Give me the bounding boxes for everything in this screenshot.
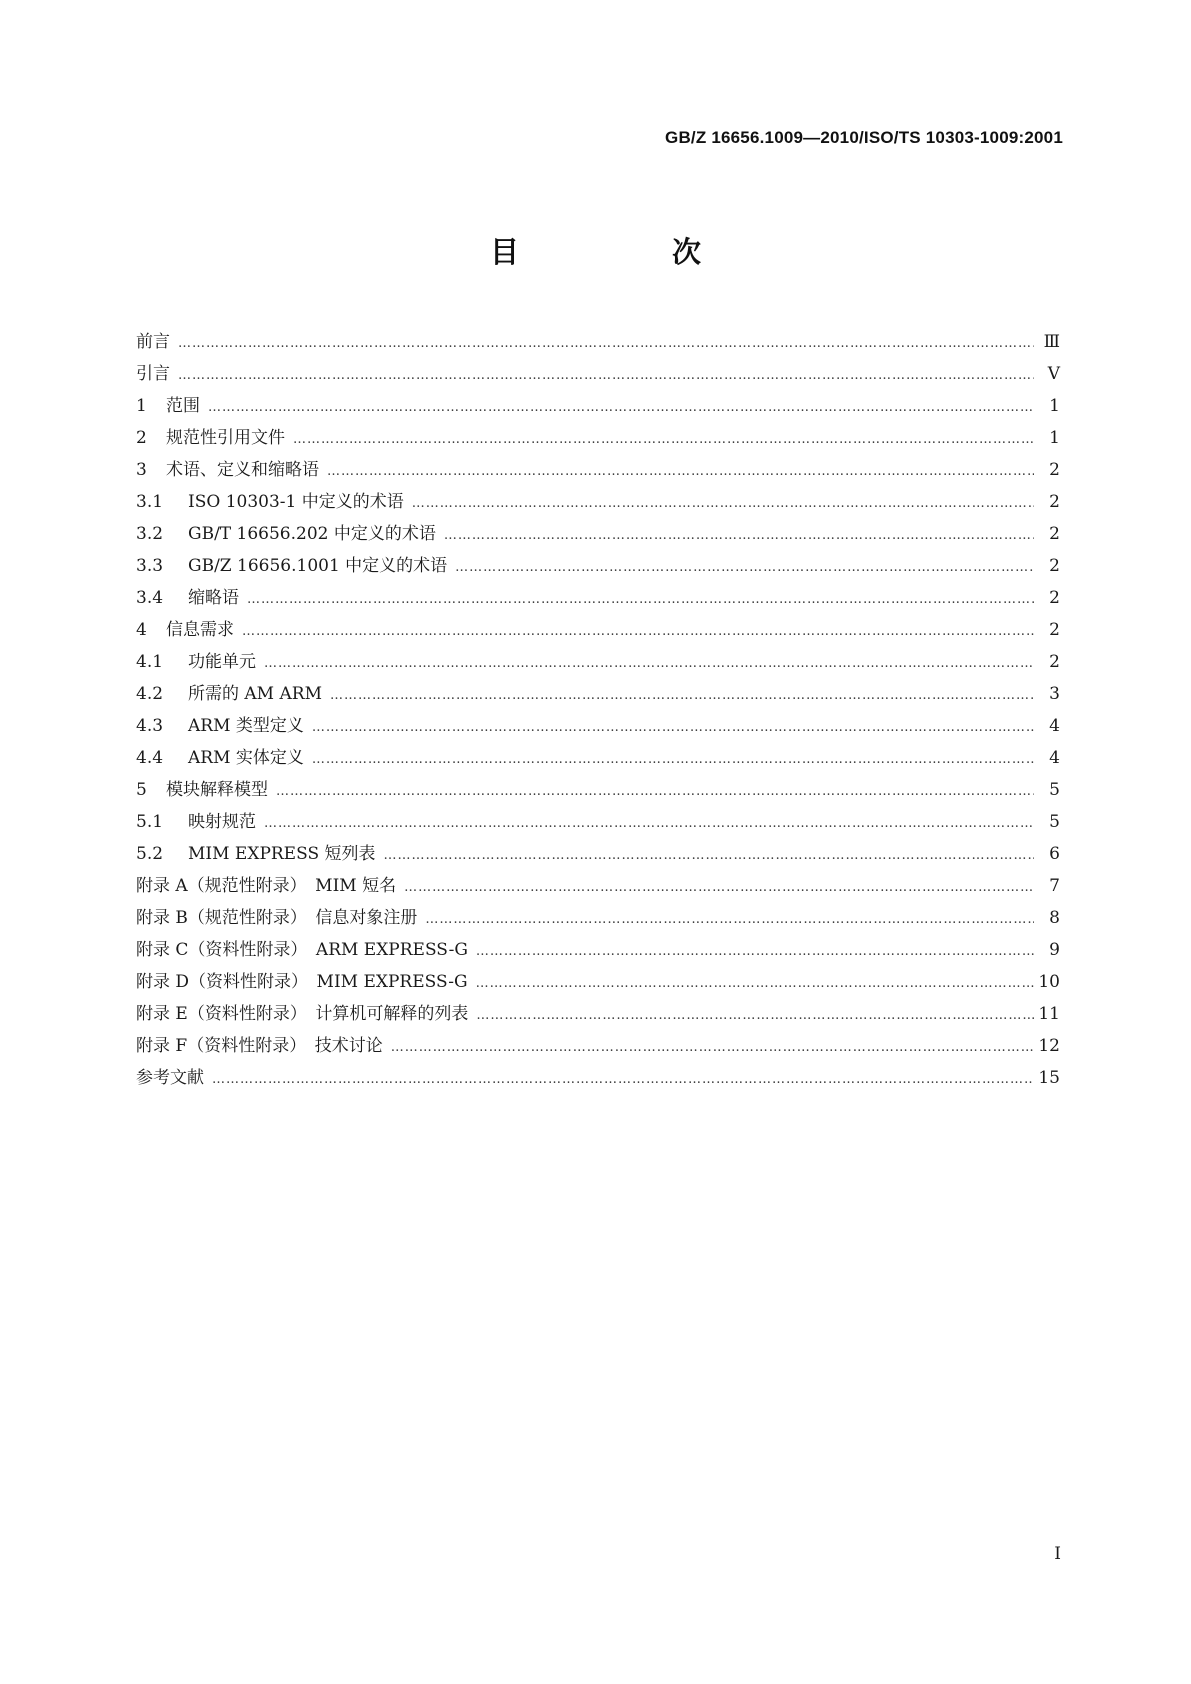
toc-entry-label: 前言 bbox=[136, 332, 170, 352]
page-title: 目 次 bbox=[489, 235, 763, 269]
toc-dot-leader bbox=[178, 360, 1034, 392]
toc-entry-number: 5 bbox=[136, 780, 147, 800]
toc-dot-leader bbox=[276, 776, 1034, 808]
toc-entry-page: 2 bbox=[1049, 620, 1060, 640]
toc-entry-page: 1 bbox=[1049, 428, 1060, 448]
toc-entry-label: 附录 A（规范性附录） MIM 短名 bbox=[136, 876, 397, 896]
toc-entry-page: 2 bbox=[1049, 492, 1060, 512]
toc-entry-page: 2 bbox=[1049, 588, 1060, 608]
toc-dot-leader bbox=[476, 936, 1034, 968]
toc-entry-label: GB/Z 16656.1001 中定义的术语 bbox=[188, 556, 448, 576]
toc-entry-page: 1 bbox=[1049, 396, 1060, 416]
toc-entry bbox=[136, 1030, 1060, 1062]
toc-dot-leader bbox=[391, 1032, 1034, 1064]
toc-entry-label: 映射规范 bbox=[188, 812, 256, 832]
toc-entry-number: 4.4 bbox=[136, 748, 164, 768]
toc-entry bbox=[136, 998, 1060, 1030]
toc-entry-page: Ⅲ bbox=[1043, 332, 1060, 352]
toc-entry-label: 功能单元 bbox=[188, 652, 256, 672]
toc-entry-label: 附录 F（资料性附录） 技术讨论 bbox=[136, 1036, 383, 1056]
toc-dot-leader bbox=[264, 648, 1034, 680]
toc-entry-page: 2 bbox=[1049, 556, 1060, 576]
toc-entry bbox=[136, 934, 1060, 966]
toc-entry-number: 3.2 bbox=[136, 524, 164, 544]
toc-entry-number: 4 bbox=[136, 620, 147, 640]
toc-entry-number: 4.1 bbox=[136, 652, 164, 672]
toc-dot-leader bbox=[330, 680, 1034, 712]
toc-entry-label: ISO 10303-1 中定义的术语 bbox=[188, 492, 404, 512]
toc-entry-page: 9 bbox=[1049, 940, 1060, 960]
toc-entry-number: 3.4 bbox=[136, 588, 164, 608]
standard-code-header: GB/Z 16656.1009—2010/ISO/TS 10303-1009:2001 bbox=[665, 128, 1063, 147]
toc-entry-label: 附录 C（资料性附录） ARM EXPRESS-G bbox=[136, 940, 468, 960]
toc-entry-page: 12 bbox=[1038, 1036, 1060, 1056]
toc-dot-leader bbox=[264, 808, 1034, 840]
toc-entry-page: 4 bbox=[1049, 716, 1060, 736]
toc-entry-page: Ⅴ bbox=[1047, 364, 1060, 384]
toc-dot-leader bbox=[293, 424, 1034, 456]
table-of-contents bbox=[136, 326, 1060, 1094]
toc-entry bbox=[136, 1062, 1060, 1094]
toc-entry-number: 3 bbox=[136, 460, 147, 480]
toc-entry-page: 11 bbox=[1038, 1004, 1060, 1024]
toc-dot-leader bbox=[312, 712, 1034, 744]
toc-entry-number: 4.2 bbox=[136, 684, 164, 704]
toc-entry-number: 3.3 bbox=[136, 556, 164, 576]
toc-entry bbox=[136, 614, 1060, 646]
toc-dot-leader bbox=[312, 744, 1034, 776]
toc-entry bbox=[136, 774, 1060, 806]
toc-entry-label: 附录 E（资料性附录） 计算机可解释的列表 bbox=[136, 1004, 469, 1024]
toc-entry bbox=[136, 550, 1060, 582]
toc-dot-leader bbox=[476, 968, 1034, 1000]
toc-entry-label: GB/T 16656.202 中定义的术语 bbox=[188, 524, 436, 544]
toc-entry bbox=[136, 454, 1060, 486]
toc-entry-page: 2 bbox=[1049, 524, 1060, 544]
toc-entry-label: 引言 bbox=[136, 364, 170, 384]
toc-dot-leader bbox=[208, 392, 1034, 424]
toc-entry bbox=[136, 742, 1060, 774]
toc-entry-page: 6 bbox=[1049, 844, 1060, 864]
toc-dot-leader bbox=[212, 1064, 1034, 1096]
toc-entry bbox=[136, 838, 1060, 870]
toc-entry bbox=[136, 582, 1060, 614]
toc-dot-leader bbox=[425, 904, 1034, 936]
toc-entry-label: 范围 bbox=[166, 396, 200, 416]
toc-entry-label: 缩略语 bbox=[188, 588, 239, 608]
toc-entry-number: 5.2 bbox=[136, 844, 164, 864]
toc-dot-leader bbox=[384, 840, 1035, 872]
toc-entry-number: 2 bbox=[136, 428, 147, 448]
toc-entry bbox=[136, 902, 1060, 934]
toc-entry-page: 7 bbox=[1049, 876, 1060, 896]
toc-dot-leader bbox=[444, 520, 1034, 552]
toc-entry-page: 15 bbox=[1038, 1068, 1060, 1088]
toc-entry bbox=[136, 646, 1060, 678]
toc-entry-page: 10 bbox=[1038, 972, 1060, 992]
toc-entry bbox=[136, 806, 1060, 838]
toc-entry-label: 术语、定义和缩略语 bbox=[166, 460, 319, 480]
toc-entry-label: 信息需求 bbox=[166, 620, 234, 640]
toc-entry-page: 2 bbox=[1049, 652, 1060, 672]
toc-entry-page: 8 bbox=[1049, 908, 1060, 928]
toc-entry-label: 附录 D（资料性附录） MIM EXPRESS-G bbox=[136, 972, 468, 992]
toc-entry-label: 模块解释模型 bbox=[166, 780, 268, 800]
toc-dot-leader bbox=[242, 616, 1034, 648]
toc-dot-leader bbox=[247, 584, 1034, 616]
toc-entry-number: 1 bbox=[136, 396, 147, 416]
toc-entry bbox=[136, 486, 1060, 518]
toc-dot-leader bbox=[178, 328, 1034, 360]
toc-entry-number: 4.3 bbox=[136, 716, 164, 736]
toc-dot-leader bbox=[455, 552, 1034, 584]
toc-entry-label: 所需的 AM ARM bbox=[188, 684, 322, 704]
toc-entry bbox=[136, 870, 1060, 902]
toc-entry-page: 4 bbox=[1049, 748, 1060, 768]
toc-entry bbox=[136, 678, 1060, 710]
toc-entry-label: ARM 实体定义 bbox=[188, 748, 304, 768]
page-number: Ⅰ bbox=[1054, 1544, 1061, 1564]
toc-entry-page: 5 bbox=[1049, 812, 1060, 832]
toc-entry bbox=[136, 390, 1060, 422]
toc-dot-leader bbox=[412, 488, 1034, 520]
toc-dot-leader bbox=[476, 1000, 1034, 1032]
toc-entry bbox=[136, 518, 1060, 550]
toc-entry-page: 2 bbox=[1049, 460, 1060, 480]
toc-entry-page: 3 bbox=[1049, 684, 1060, 704]
toc-entry-number: 3.1 bbox=[136, 492, 164, 512]
toc-entry bbox=[136, 966, 1060, 998]
toc-dot-leader bbox=[327, 456, 1034, 488]
toc-entry-label: 规范性引用文件 bbox=[166, 428, 285, 448]
toc-entry-label: ARM 类型定义 bbox=[188, 716, 304, 736]
toc-entry bbox=[136, 422, 1060, 454]
toc-entry-page: 5 bbox=[1049, 780, 1060, 800]
toc-entry-label: 参考文献 bbox=[136, 1068, 204, 1088]
toc-entry bbox=[136, 710, 1060, 742]
toc-entry-label: 附录 B（规范性附录） 信息对象注册 bbox=[136, 908, 418, 928]
toc-entry-number: 5.1 bbox=[136, 812, 164, 832]
toc-entry-label: MIM EXPRESS 短列表 bbox=[188, 844, 376, 864]
toc-entry bbox=[136, 358, 1060, 390]
toc-dot-leader bbox=[404, 872, 1034, 904]
toc-entry bbox=[136, 326, 1060, 358]
